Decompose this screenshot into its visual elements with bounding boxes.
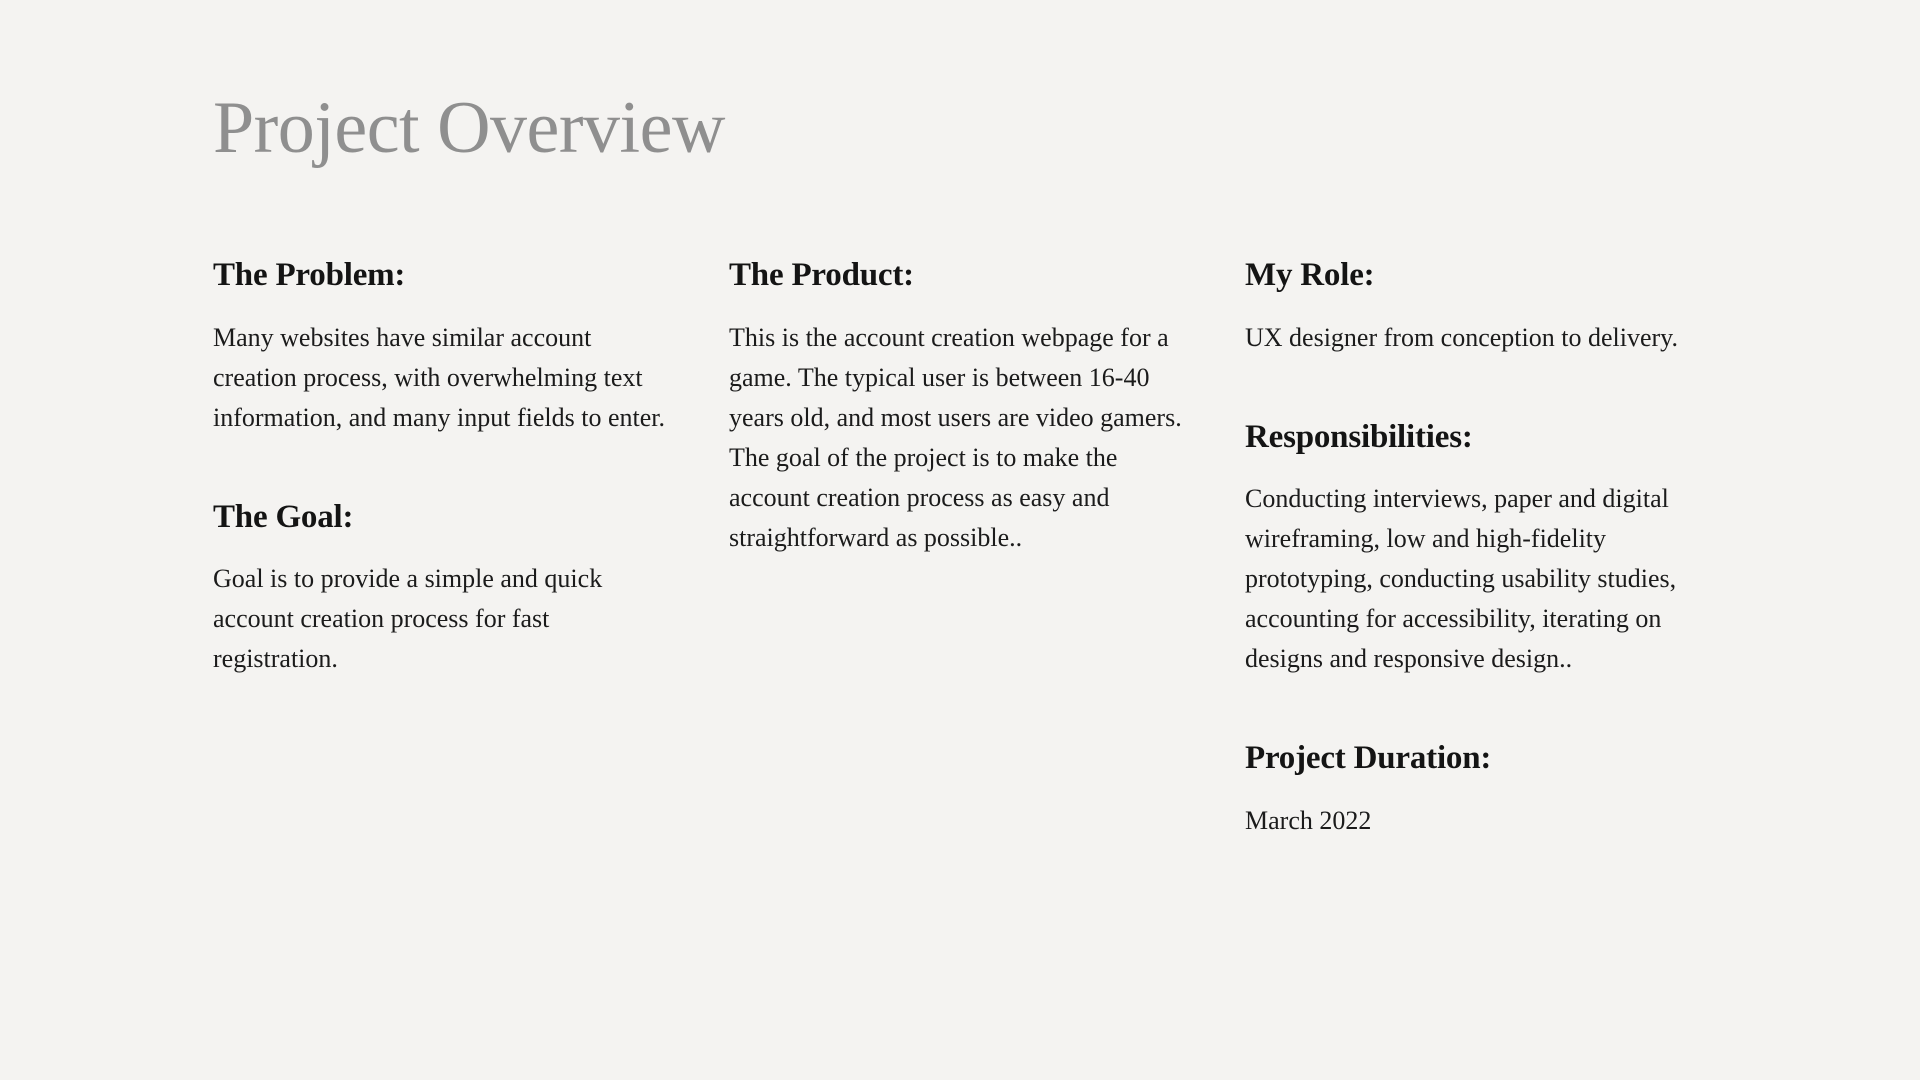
problem-text: Many websites have similar account creation process, with overwhelming text information, and many input fields to enter. [213, 322, 666, 432]
responsibilities-heading: Responsibilities: [1245, 418, 1473, 455]
product-section [729, 256, 1199, 558]
responsibilities-section [1245, 418, 1705, 680]
role-text: UX designer from conception to delivery. [1245, 322, 1678, 352]
problem-heading: The Problem: [213, 257, 406, 293]
overview-column-middle [729, 256, 1199, 558]
goal-heading: The Goal: [213, 498, 354, 535]
problem-section [213, 256, 673, 438]
duration-text: March 2022 [1245, 805, 1372, 835]
role-heading: My Role: [1245, 257, 1375, 293]
responsibilities-text: Conducting interviews, paper and digital wireframing, low and high-fidelity prototyping, conducting usability studies, accounting for accessibility, iterating on designs and responsive design.. [1245, 484, 1677, 674]
role-section [1245, 256, 1705, 358]
duration-heading: Project Duration: [1245, 740, 1492, 777]
page-title: Project Overview [213, 87, 725, 169]
overview-column-left [213, 256, 673, 679]
overview-column-right [1245, 256, 1705, 841]
goal-text: Goal is to provide a simple and quick account creation process for fast registration. [213, 564, 603, 674]
duration-section [1245, 739, 1705, 841]
goal-section [213, 498, 673, 680]
product-text: This is the account creation webpage for a game. The typical user is between 16-40 years old, and most users are video gamers. The goal of the project is to make the account creation process as easy and straightforward as possible.. [729, 322, 1182, 552]
product-heading: The Product: [729, 257, 914, 293]
